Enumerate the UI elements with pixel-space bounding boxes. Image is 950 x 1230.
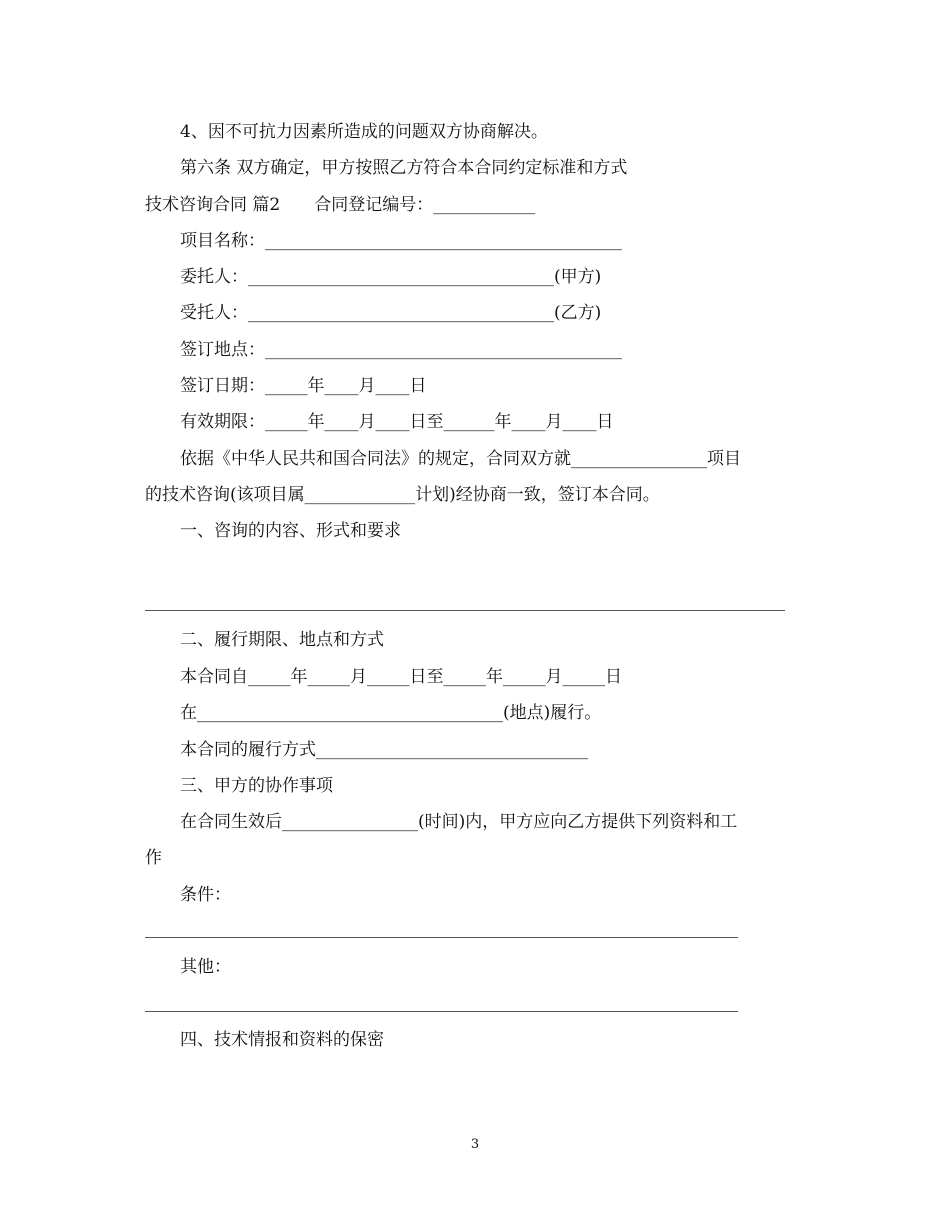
basis-paragraph-line-2: 的技术咨询(该项目属_____________计划)经协商一致，签订本合同。	[145, 485, 660, 505]
section-three-heading: 三、甲方的协作事项	[180, 776, 333, 796]
blank-rule	[145, 610, 785, 611]
section-four-heading: 四、技术情报和资料的保密	[180, 1030, 384, 1050]
consultant-field: 受托人：____________________________________(乙方)	[180, 303, 602, 323]
page-number: 3	[470, 1137, 480, 1152]
blank-rule	[145, 1011, 738, 1012]
article-six: 第六条 双方确定，甲方按照乙方符合本合同约定标准和方式	[180, 158, 628, 178]
validity-period-field: 有效期限：_____年____月____日至______年____月____日	[180, 412, 614, 432]
performance-term-field: 本合同自_____年_____月_____日至_____年_____月_____日	[180, 667, 622, 687]
basis-paragraph-line-1: 依据《中华人民共和国合同法》的规定，合同双方就________________项目	[180, 449, 741, 469]
other-label: 其他：	[180, 957, 231, 977]
section-two-heading: 二、履行期限、地点和方式	[180, 630, 384, 650]
project-name-field: 项目名称：__________________________________________	[180, 231, 622, 251]
force-majeure-clause: 4、因不可抗力因素所造成的问题双方协商解决。	[180, 122, 548, 142]
section-one-heading: 一、咨询的内容、形式和要求	[180, 521, 401, 541]
conditions-label: 条件：	[180, 885, 231, 905]
blank-rule	[145, 937, 738, 938]
contract-title-and-registration: 技术咨询合同 篇2 合同登记编号：____________	[145, 195, 536, 215]
client-field: 委托人：____________________________________(甲方)	[180, 267, 602, 287]
performance-method-field: 本合同的履行方式________________________________	[180, 740, 588, 760]
performance-place-field: 在____________________________________(地点)履行。	[180, 703, 602, 723]
cooperation-paragraph-line-2: 作	[145, 848, 162, 868]
cooperation-paragraph-line-1: 在合同生效后________________(时间)内，甲方应向乙方提供下列资料和工	[180, 812, 738, 832]
signing-date-field: 签订日期：_____年____月____日	[180, 376, 427, 396]
signing-place-field: 签订地点：__________________________________________	[180, 340, 622, 360]
